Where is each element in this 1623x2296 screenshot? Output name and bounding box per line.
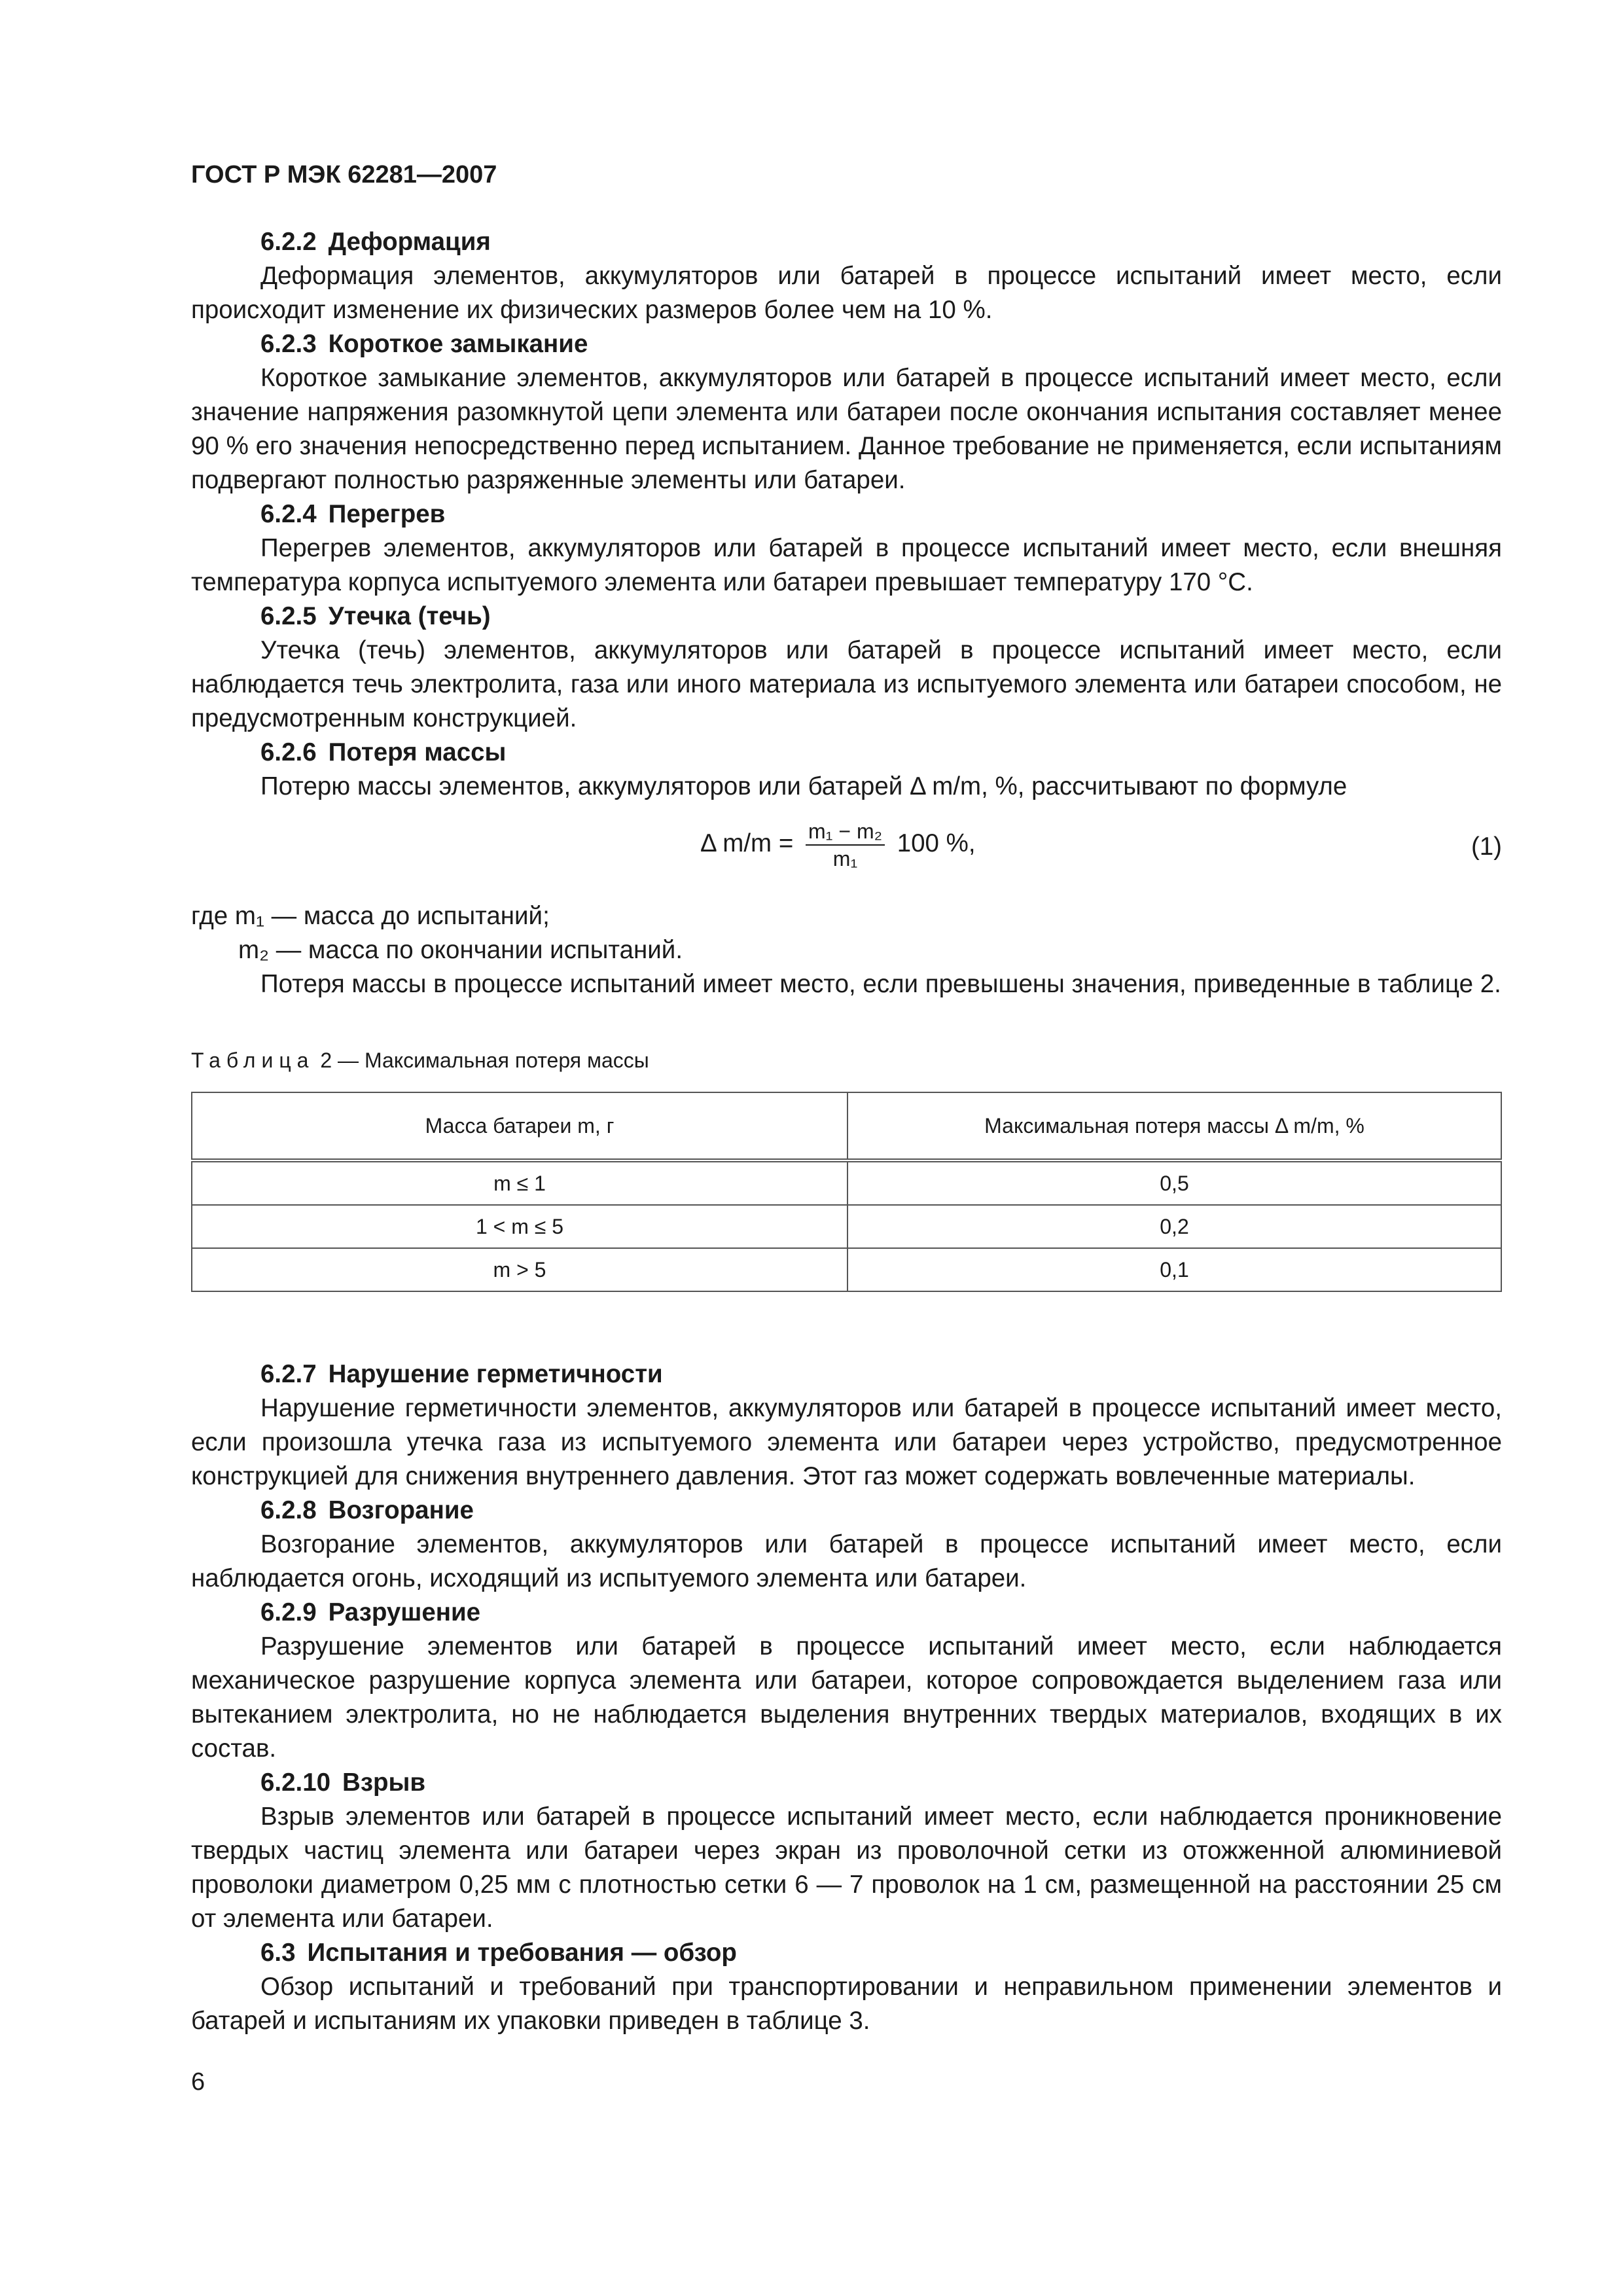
formula-fraction [806, 818, 885, 872]
formula-denominator: m₁ [832, 847, 858, 870]
table-cell-loss: 0,1 [847, 1248, 1501, 1291]
section-title: Деформация [328, 228, 491, 256]
formula-lhs: Δ m/m = [700, 829, 794, 858]
section-heading-6-2-4 [191, 497, 1502, 531]
table-cell-loss: 0,2 [847, 1205, 1501, 1248]
paragraph: Утечка (течь) элементов, аккумуляторов или батарей в процессе испытаний имеет место, если наблюдается течь электролита, газа или иного материала из испытуемого элемента или батареи способом, не предусмотренным конструкцией. [191, 636, 1502, 732]
section-number: 6.2.10 [260, 1768, 331, 1797]
section-number: 6.2.4 [260, 500, 317, 528]
section-heading-6-2-5 [191, 600, 1502, 634]
paragraph: Нарушение герметичности элементов, аккумуляторов или батарей в процессе испытаний имеет место, если произошла утечка газа из испытуемого элемента или батареи через устройство, предусмотренное конструкцией для снижения внутреннего давления. Этот газ может содержать вовлеченные материалы. [191, 1394, 1502, 1490]
section-title: Потеря массы [328, 738, 507, 766]
table-caption [191, 1043, 1502, 1077]
paragraph: Деформация элементов, аккумуляторов или батарей в процессе испытаний имеет место, если происходит изменение их физических размеров более чем на 10 %. [191, 262, 1502, 324]
section-title: Перегрев [328, 500, 446, 528]
table-row [192, 1205, 1501, 1248]
section-number: 6.3 [260, 1939, 296, 1967]
section-heading-6-2-7 [191, 1357, 1502, 1391]
section-number: 6.2.9 [260, 1598, 317, 1626]
section-title: Разрушение [328, 1598, 481, 1626]
section-heading-6-2-6 [191, 736, 1502, 770]
section-heading-6-2-2 [191, 225, 1502, 259]
section-heading-6-2-10 [191, 1766, 1502, 1800]
document-body [191, 225, 1502, 2038]
paragraph: Взрыв элементов или батарей в процессе испытаний имеет место, если наблюдается проникновение твердых частиц элемента или батареи через экран из проволочной сетки из отожженной алюминиевой проволоки диаметром 0,25 мм с плотностью сетки 6 — 7 проволок на 1 см, размещенной на расстоянии 25 см от элемента или батареи. [191, 1803, 1502, 1933]
section-title: Взрыв [342, 1768, 426, 1797]
formula-rhs: 100 %, [897, 829, 976, 858]
paragraph: Возгорание элементов, аккумуляторов или батарей в процессе испытаний имеет место, если наблюдается огонь, исходящий из испытуемого элемента или батареи. [191, 1530, 1502, 1592]
section-title: Возгорание [328, 1496, 474, 1524]
paragraph: Разрушение элементов или батарей в процессе испытаний имеет место, если наблюдается механическое разрушение корпуса элемента или батареи, которое сопровождается выделением газа или вытеканием электролита, но не наблюдается выделения внутренних твердых материалов, входящих в их состав. [191, 1632, 1502, 1763]
where-clause-m2: m₂ — масса по окончании испытаний. [238, 936, 683, 964]
formula-numerator: m₁ − m₂ [806, 818, 885, 846]
table-header-row [192, 1092, 1501, 1160]
paragraph: Короткое замыкание элементов, аккумуляторов или батарей в процессе испытаний имеет место, если значение напряжения разомкнутой цепи элемента или батареи после окончания испытания составляет менее 90 % его значения непосредственно перед испытанием. Данное требование не применяется, если испытаниям подвергают полностью разряженные элементы или батареи. [191, 364, 1502, 494]
section-number: 6.2.6 [260, 738, 317, 766]
section-title: Утечка (течь) [328, 602, 491, 630]
page-number: 6 [191, 2068, 205, 2096]
section-heading-6-2-9 [191, 1596, 1502, 1630]
section-number: 6.2.7 [260, 1360, 317, 1388]
section-heading-6-2-3 [191, 327, 1502, 361]
table-cell-mass: m ≤ 1 [192, 1160, 847, 1205]
table-row [192, 1248, 1501, 1291]
where-clause-m1: где m₁ — масса до испытаний; [191, 902, 550, 930]
table-caption-label: Таблица [191, 1049, 315, 1072]
table-cell-mass: m > 5 [192, 1248, 847, 1291]
table-header-loss: Максимальная потеря массы Δ m/m, % [847, 1092, 1501, 1160]
section-title: Испытания и требования — обзор [307, 1939, 737, 1967]
paragraph: Потеря массы в процессе испытаний имеет место, если превышены значения, приведенные в таблице 2. [260, 970, 1501, 998]
table-row [192, 1160, 1501, 1205]
section-number: 6.2.2 [260, 228, 317, 256]
section-heading-6-2-8 [191, 1494, 1502, 1528]
section-heading-6-3 [191, 1936, 1502, 1970]
table-cell-loss: 0,5 [847, 1160, 1501, 1205]
mass-loss-formula [700, 818, 976, 872]
formula-number: (1) [1471, 833, 1502, 861]
table-caption-text: 2 — Максимальная потеря массы [320, 1049, 649, 1072]
table-cell-mass: 1 < m ≤ 5 [192, 1205, 847, 1248]
paragraph: Потерю массы элементов, аккумуляторов или батарей Δ m/m, %, рассчитывают по формуле [260, 772, 1347, 800]
mass-loss-table [191, 1092, 1502, 1292]
section-title: Короткое замыкание [328, 330, 588, 358]
paragraph: Обзор испытаний и требований при транспортировании и неправильном применении элементов и батарей и испытаниям их упаковки приведен в таблице 3. [191, 1973, 1502, 2035]
section-number: 6.2.3 [260, 330, 317, 358]
table-header-mass: Масса батареи m, г [192, 1092, 847, 1160]
paragraph: Перегрев элементов, аккумуляторов или батарей в процессе испытаний имеет место, если внешняя температура корпуса испытуемого элемента или батареи превышает температуру 170 °С. [191, 534, 1502, 596]
section-number: 6.2.5 [260, 602, 317, 630]
section-title: Нарушение герметичности [328, 1360, 663, 1388]
section-number: 6.2.8 [260, 1496, 317, 1524]
document-header: ГОСТ Р МЭК 62281—2007 [191, 161, 497, 188]
formula-block [191, 813, 1502, 886]
